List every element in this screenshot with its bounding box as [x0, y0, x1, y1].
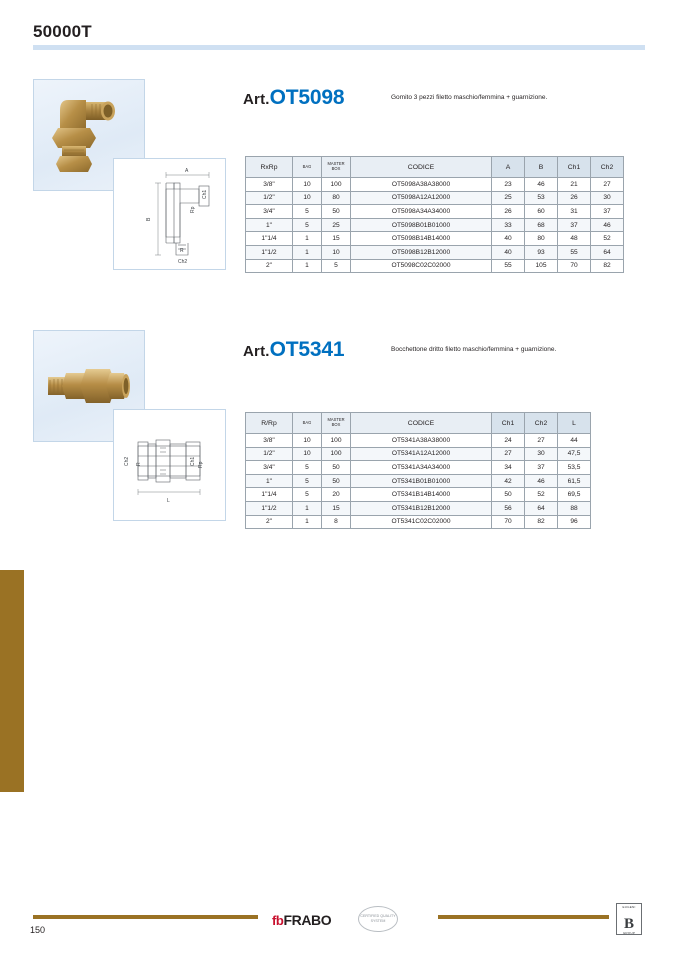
cell-bag: 10	[293, 434, 322, 448]
cell-bag: 10	[293, 447, 322, 461]
cell-l: 69,5	[558, 488, 591, 502]
cell-bag: 5	[293, 218, 322, 232]
cell-bag: 10	[293, 191, 322, 205]
cell-ch1: 31	[558, 205, 591, 219]
cell-bag: 1	[293, 515, 322, 529]
art-description-ot5098: Gomito 3 pezzi filetto maschio/femmina + guarnizione.	[391, 94, 548, 101]
cell-ch1: 24	[492, 434, 525, 448]
drawing-label-r: R	[180, 248, 184, 254]
cell-bag: 5	[293, 205, 322, 219]
drawing-label-ch2: Ch2	[178, 259, 188, 265]
frabo-logo	[272, 912, 331, 928]
cell-l: 96	[558, 515, 591, 529]
spec-table-ot5098	[245, 156, 624, 273]
group-logo-bottom: GROUP	[622, 930, 636, 935]
th-master-box	[322, 157, 351, 178]
cell-size: 1/2"	[246, 191, 293, 205]
cell-ch2: 64	[591, 245, 624, 259]
table-row	[246, 259, 624, 273]
cell-a: 26	[492, 205, 525, 219]
cell-code: OT5098B01B01000	[351, 218, 492, 232]
drawing-label-rp: Rp	[198, 461, 204, 468]
art-heading-ot5341	[243, 338, 344, 362]
table-body	[246, 434, 591, 529]
group-logo-top: EUGENI	[622, 905, 636, 909]
cell-ch2: 30	[591, 191, 624, 205]
cell-size: 3/8"	[246, 434, 293, 448]
cell-ch1: 50	[492, 488, 525, 502]
cell-a: 40	[492, 245, 525, 259]
cell-l: 88	[558, 501, 591, 515]
th-ch2: Ch2	[591, 157, 624, 178]
table-row	[246, 501, 591, 515]
cell-a: 55	[492, 259, 525, 273]
art-label: Art.	[243, 91, 270, 108]
drawing-label-r: R	[136, 462, 142, 466]
cell-bag: 1	[293, 245, 322, 259]
cell-ch1: 70	[492, 515, 525, 529]
cell-size: 1"1/4	[246, 488, 293, 502]
certification-seal-icon	[358, 906, 398, 932]
th-master-box-line1: MASTER	[327, 161, 345, 167]
table-row	[246, 232, 624, 246]
cell-ch1: 42	[492, 474, 525, 488]
cell-a: 23	[492, 178, 525, 192]
cell-code: OT5341B12B12000	[351, 501, 492, 515]
cell-bag: 10	[293, 178, 322, 192]
cell-bag: 1	[293, 259, 322, 273]
th-master-box	[322, 413, 351, 434]
th-bag: BAG	[293, 157, 322, 178]
table-row	[246, 474, 591, 488]
cell-ch2: 27	[591, 178, 624, 192]
cell-size: 2"	[246, 259, 293, 273]
cell-size: 2"	[246, 515, 293, 529]
th-size: RxRp	[246, 157, 293, 178]
cell-ch2: 82	[591, 259, 624, 273]
elbow-dimension-drawing	[114, 159, 225, 269]
table-header-row	[246, 157, 624, 178]
page-header	[33, 22, 645, 42]
cell-bag: 1	[293, 232, 322, 246]
cell-ch1: 37	[558, 218, 591, 232]
cell-b: 80	[525, 232, 558, 246]
cell-size: 3/4"	[246, 461, 293, 475]
cell-box: 25	[322, 218, 351, 232]
th-a: A	[492, 157, 525, 178]
drawing-label-ch2: Ch2	[124, 456, 130, 466]
cell-bag: 1	[293, 501, 322, 515]
cell-bag: 5	[293, 474, 322, 488]
cell-code: OT5341B01B01000	[351, 474, 492, 488]
drawing-label-ch1: Ch1	[190, 456, 196, 466]
cell-b: 60	[525, 205, 558, 219]
drawing-label-a: A	[185, 168, 189, 174]
cell-size: 1"	[246, 474, 293, 488]
cell-ch2: 37	[591, 205, 624, 219]
art-code: OT5098	[269, 86, 345, 109]
cell-code: OT5098A34A34000	[351, 205, 492, 219]
cell-box: 20	[322, 488, 351, 502]
table-header-row	[246, 413, 591, 434]
cell-l: 53,5	[558, 461, 591, 475]
cell-ch1: 21	[558, 178, 591, 192]
cell-size: 1"1/4	[246, 232, 293, 246]
group-logo-letter: B	[623, 915, 634, 932]
table-row	[246, 178, 624, 192]
th-size: R/Rp	[246, 413, 293, 434]
art-code: OT5341	[269, 338, 345, 361]
table-row	[246, 245, 624, 259]
cell-ch1: 56	[492, 501, 525, 515]
cell-bag: 5	[293, 461, 322, 475]
product-drawing-ot5341	[113, 409, 226, 521]
th-master-box-line1: MASTER	[327, 417, 345, 423]
th-bag: BAG	[293, 413, 322, 434]
cell-b: 46	[525, 178, 558, 192]
cell-ch1: 48	[558, 232, 591, 246]
certification-seal-text: CERTIFIED QUALITY SYSTEM	[360, 914, 396, 923]
cell-box: 8	[322, 515, 351, 529]
cell-b: 68	[525, 218, 558, 232]
page-title: 50000T	[33, 22, 92, 41]
th-codice: CODICE	[351, 157, 492, 178]
cell-b: 105	[525, 259, 558, 273]
cell-code: OT5098B14B14000	[351, 232, 492, 246]
cell-b: 93	[525, 245, 558, 259]
cell-box: 100	[322, 447, 351, 461]
th-master-box-line2: BOX	[331, 166, 341, 171]
footer-rule	[33, 915, 645, 919]
table-row	[246, 218, 624, 232]
cell-code: OT5098C02C02000	[351, 259, 492, 273]
th-ch2: Ch2	[525, 413, 558, 434]
cell-ch2: 46	[525, 474, 558, 488]
th-ch1: Ch1	[492, 413, 525, 434]
cell-box: 50	[322, 474, 351, 488]
cell-ch2: 37	[525, 461, 558, 475]
group-logo	[616, 903, 642, 935]
cell-ch2: 82	[525, 515, 558, 529]
page-number: 150	[30, 925, 46, 935]
cell-ch2: 64	[525, 501, 558, 515]
cell-ch1: 27	[492, 447, 525, 461]
cell-size: 1"1/2	[246, 245, 293, 259]
cell-ch1: 55	[558, 245, 591, 259]
drawing-label-l: L	[167, 498, 170, 504]
drawing-label-ch1: Ch1	[202, 189, 208, 199]
section-side-tab	[0, 570, 24, 792]
cell-box: 15	[322, 501, 351, 515]
th-l: L	[558, 413, 591, 434]
cell-a: 40	[492, 232, 525, 246]
cell-l: 61,5	[558, 474, 591, 488]
cell-ch2: 46	[591, 218, 624, 232]
cell-l: 47,5	[558, 447, 591, 461]
cell-ch2: 27	[525, 434, 558, 448]
cell-box: 100	[322, 178, 351, 192]
table-row	[246, 447, 591, 461]
spec-table-ot5341	[245, 412, 591, 529]
cell-code: OT5098A38A38000	[351, 178, 492, 192]
cell-size: 3/8"	[246, 178, 293, 192]
cell-code: OT5098A12A12000	[351, 191, 492, 205]
th-ch1: Ch1	[558, 157, 591, 178]
cell-ch2: 30	[525, 447, 558, 461]
frabo-logo-text: FRABO	[283, 912, 332, 928]
cell-ch1: 26	[558, 191, 591, 205]
header-rule	[33, 45, 645, 50]
cell-box: 80	[322, 191, 351, 205]
art-description-ot5341: Bocchettone dritto filetto maschio/femmina + guarnizione.	[391, 346, 557, 353]
cell-code: OT5098B12B12000	[351, 245, 492, 259]
cell-box: 15	[322, 232, 351, 246]
product-drawing-ot5098	[113, 158, 226, 270]
cell-code: OT5341A38A38000	[351, 434, 492, 448]
cell-size: 1"1/2	[246, 501, 293, 515]
cell-box: 50	[322, 205, 351, 219]
table-row	[246, 461, 591, 475]
table-row	[246, 488, 591, 502]
cell-bag: 5	[293, 488, 322, 502]
cell-b: 53	[525, 191, 558, 205]
drawing-label-rp: Rp	[190, 206, 196, 213]
cell-size: 3/4"	[246, 205, 293, 219]
art-heading-ot5098	[243, 86, 344, 110]
th-codice: CODICE	[351, 413, 492, 434]
table-body	[246, 178, 624, 273]
cell-code: OT5341B14B14000	[351, 488, 492, 502]
cell-box: 5	[322, 259, 351, 273]
cell-code: OT5341C02C02000	[351, 515, 492, 529]
cell-a: 33	[492, 218, 525, 232]
cell-code: OT5341A12A12000	[351, 447, 492, 461]
cell-l: 44	[558, 434, 591, 448]
frabo-logo-mark: fb	[272, 913, 284, 928]
cell-box: 10	[322, 245, 351, 259]
union-dimension-drawing	[114, 410, 225, 520]
cell-ch2: 52	[591, 232, 624, 246]
cell-box: 100	[322, 434, 351, 448]
cell-ch1: 70	[558, 259, 591, 273]
table-row	[246, 191, 624, 205]
table-row	[246, 205, 624, 219]
th-master-box-line2: BOX	[331, 422, 341, 427]
cell-ch2: 52	[525, 488, 558, 502]
art-label: Art.	[243, 343, 270, 360]
cell-size: 1"	[246, 218, 293, 232]
cell-code: OT5341A34A34000	[351, 461, 492, 475]
table-row	[246, 515, 591, 529]
table-row	[246, 434, 591, 448]
cell-a: 25	[492, 191, 525, 205]
cell-size: 1/2"	[246, 447, 293, 461]
cell-box: 50	[322, 461, 351, 475]
th-b: B	[525, 157, 558, 178]
cell-ch1: 34	[492, 461, 525, 475]
drawing-label-b: B	[146, 217, 152, 221]
